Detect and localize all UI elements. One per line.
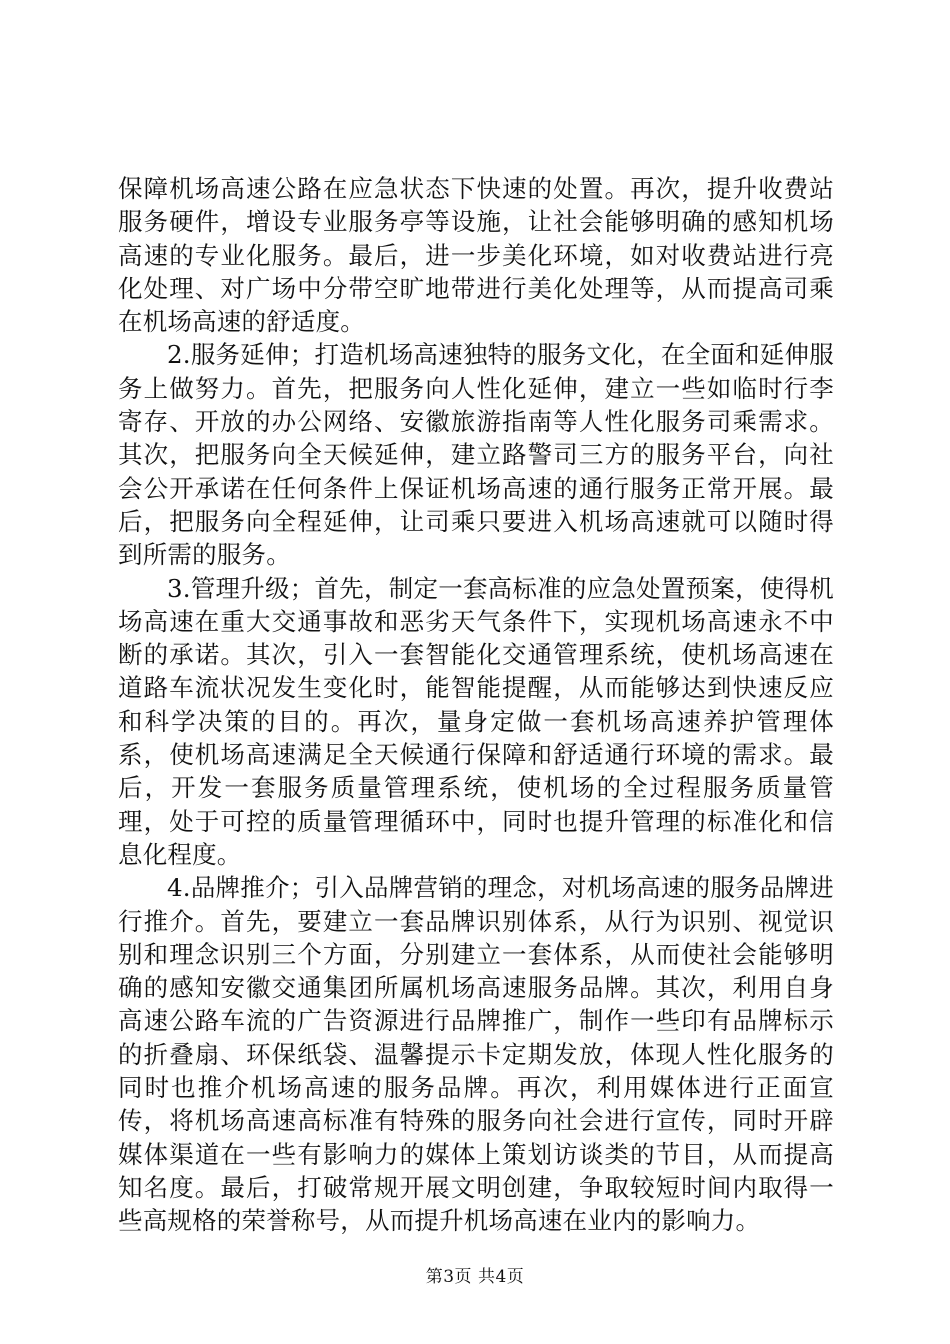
page-footer: 第3页 共4页	[425, 1267, 525, 1287]
paragraph-service-extension: 2.服务延伸；打造机场高速独特的服务文化，在全面和延伸服务上做努力。首先，把服务向人性化延伸，建立一些如临时行李寄存、开放的办公网络、安徽旅游指南等人性化服务司乘需求。其次，把服务向全天候延伸，建立路警司三方的服务平台，向社会公开承诺在任何条件上保证机场高速的通行服务正常开展。最后，把服务向全程延伸，让司乘只要进入机场高速就可以随时得到所需的服务。	[118, 340, 834, 570]
paragraph-continuation: 保障机场高速公路在应急状态下快速的处置。再次，提升收费站服务硬件，增设专业服务亭等设施，让社会能够明确的感知机场高速的专业化服务。最后，进一步美化环境，如对收费站进行亮化处理、对广场中分带空旷地带进行美化处理等，从而提高司乘在机场高速的舒适度。	[118, 174, 834, 337]
paragraph-management-upgrade: 3.管理升级；首先，制定一套高标准的应急处置预案，使得机场高速在重大交通事故和恶劣天气条件下，实现机场高速永不中断的承诺。其次，引入一套智能化交通管理系统，使机场高速在道路车流状况发生变化时，能智能提醒，从而能够达到快速反应和科学决策的目的。再次，量身定做一套机场高速养护管理体系，使机场高速满足全天候通行保障和舒适通行环境的需求。最后，开发一套服务质量管理系统，使机场的全过程服务质量管理，处于可控的质量管理循环中，同时也提升管理的标准化和信息化程度。	[118, 573, 834, 869]
paragraph-brand-promotion: 4.品牌推介；引入品牌营销的理念，对机场高速的服务品牌进行推介。首先，要建立一套品牌识别体系，从行为识别、视觉识别和理念识别三个方面，分别建立一套体系，从而使社会能够明确的感知安徽交通集团所属机场高速服务品牌。其次，利用自身高速公路车流的广告资源进行品牌推广，制作一些印有品牌标示的折叠扇、环保纸袋、温馨提示卡定期发放，体现人性化服务的同时也推介机场高速的服务品牌。再次，利用媒体进行正面宣传，将机场高速高标准有特殊的服务向社会进行宣传，同时开辟媒体渠道在一些有影响力的媒体上策划访谈类的节目，从而提高知名度。最后，打破常规开展文明创建，争取较短时间内取得一些高规格的荣誉称号，从而提升机场高速在业内的影响力。	[118, 873, 834, 1236]
document-body	[118, 172, 834, 1238]
